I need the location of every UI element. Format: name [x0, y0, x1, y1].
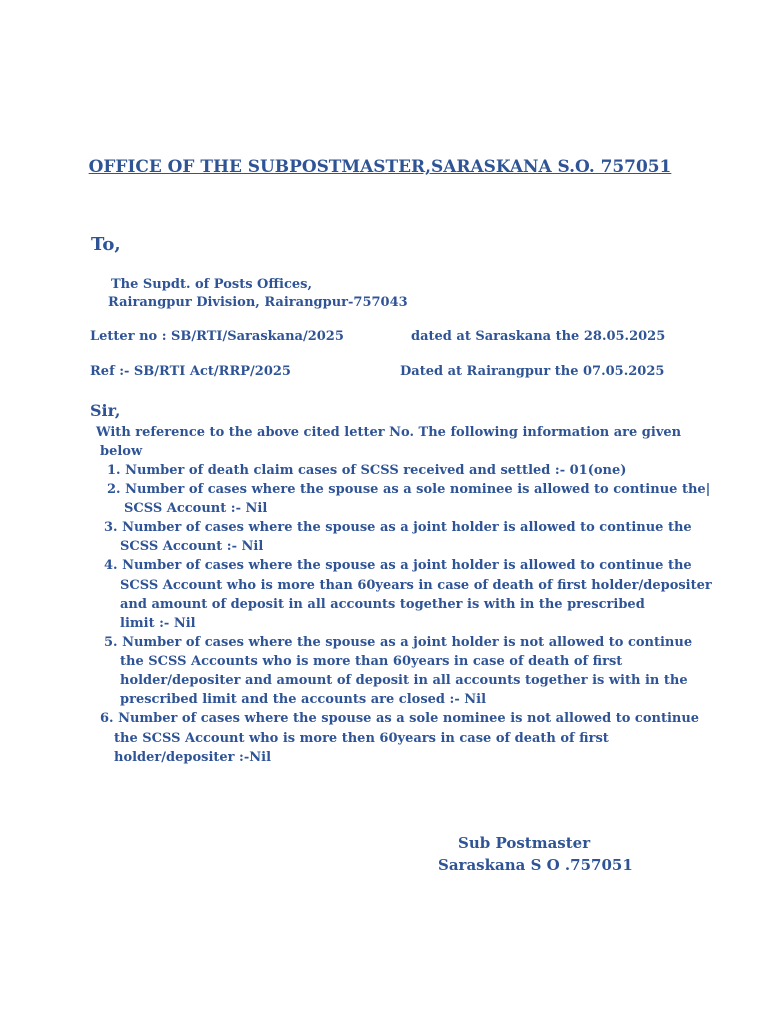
letter-number: Letter no : SB/RTI/Saraskana/2025 [90, 329, 344, 344]
item-4-line-1: 4. Number of cases where the spouse as a joint holder is allowed to continue the [104, 558, 692, 573]
item-6-line-1: 6. Number of cases where the spouse as a sole nominee is not allowed to continue [100, 711, 700, 726]
signature-title: Sub Postmaster [458, 834, 591, 852]
item-5-line-2: the SCSS Accounts who is more than 60years in case of death of first [120, 654, 623, 669]
salutation-to: To, [91, 234, 121, 255]
item-2-line-1: 2. Number of cases where the spouse as a sole nominee is allowed to continue the| [107, 482, 711, 497]
item-6-line-3: holder/depositer :-Nil [114, 750, 272, 765]
letter-date: dated at Saraskana the 28.05.2025 [411, 329, 666, 344]
reference-number: Ref :- SB/RTI Act/RRP/2025 [90, 364, 291, 379]
item-5-line-1: 5. Number of cases where the spouse as a joint holder is not allowed to continue [104, 635, 693, 650]
intro-line-1: With reference to the above cited letter No. The following information are given [96, 425, 682, 440]
item-4-line-4: limit :- Nil [120, 616, 196, 631]
item-4-line-2: SCSS Account who is more than 60years in case of death of first holder/depositer [120, 578, 712, 593]
signature-office: Saraskana S O .757051 [438, 856, 633, 874]
item-4-line-3: and amount of deposit in all accounts together is with in the prescribed [120, 597, 645, 612]
item-5-line-3: holder/depositer and amount of deposit in all accounts together is with in the [120, 673, 688, 688]
salutation-sir: Sir, [90, 401, 121, 420]
item-5-line-4: prescribed limit and the accounts are closed :- Nil [120, 692, 487, 707]
item-6-line-2: the SCSS Account who is more then 60years in case of death of first [114, 731, 609, 746]
item-3-line-2: SCSS Account :- Nil [120, 539, 264, 554]
addressee-line-1: The Supdt. of Posts Offices, [111, 277, 313, 292]
addressee-line-2: Rairangpur Division, Rairangpur-757043 [108, 295, 408, 310]
reference-date: Dated at Rairangpur the 07.05.2025 [400, 364, 665, 379]
page-title: OFFICE OF THE SUBPOSTMASTER,SARASKANA S.O. 757051 [88, 156, 672, 176]
item-3-line-1: 3. Number of cases where the spouse as a joint holder is allowed to continue the [104, 520, 692, 535]
item-2-line-2: SCSS Account :- Nil [124, 501, 268, 516]
item-1-line-1: 1. Number of death claim cases of SCSS received and settled :- 01(one) [107, 463, 627, 478]
intro-line-2: below [100, 444, 143, 459]
